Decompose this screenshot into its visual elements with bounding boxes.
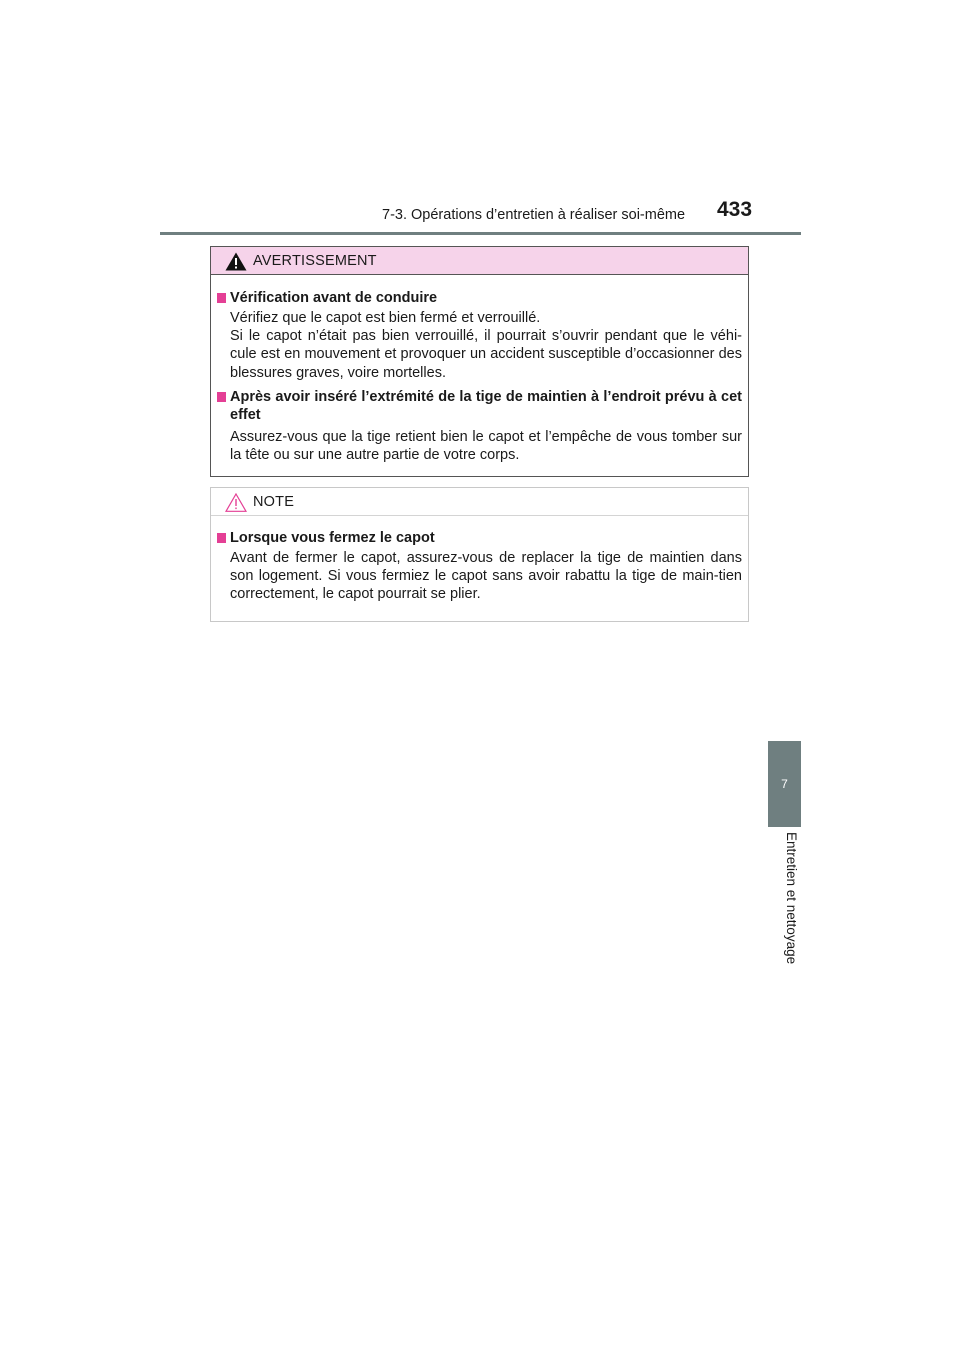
note-title: NOTE	[253, 494, 295, 510]
warning-paragraph: Assurez-vous que la tige retient bien le capot et l’empêche de vous tomber sur la tête ou sur une autre partie de votre corps.	[230, 428, 742, 464]
warning-item-title-text: Après avoir inséré l’extrémité de la tige de maintien à l’endroit prévu à cet effet	[230, 388, 742, 423]
warning-box	[210, 246, 749, 477]
warning-item-title-text: Vérification avant de conduire	[230, 290, 438, 306]
page-number: 433	[717, 198, 753, 221]
warning-item-title	[217, 388, 742, 424]
note-item-title-text: Lorsque vous fermez le capot	[230, 530, 435, 546]
note-header	[211, 488, 748, 516]
warning-item	[217, 388, 742, 464]
section-title: 7-3. Opérations d’entretien à réaliser soi-même	[382, 207, 686, 223]
note-item-title	[217, 529, 742, 547]
square-bullet-icon	[217, 392, 226, 402]
warning-item-title	[217, 289, 742, 307]
note-box	[210, 487, 749, 622]
note-paragraph: Avant de fermer le capot, assurez-vous de replacer la tige de maintien dans son logement. Si vous fermiez le capot sans avoir rabattu la tige de main-tien correctement, le capot pourrait se plier.	[230, 550, 742, 603]
note-body	[211, 516, 748, 604]
square-bullet-icon	[217, 533, 226, 543]
warning-body	[211, 275, 748, 464]
square-bullet-icon	[217, 293, 226, 303]
warning-triangle-icon	[225, 252, 247, 271]
warning-header	[211, 247, 748, 275]
warning-paragraph: Vérifiez que le capot est bien fermé et verrouillé.	[230, 310, 541, 326]
chapter-tab[interactable]	[768, 741, 801, 827]
header-rule	[160, 232, 801, 235]
warning-paragraph: Si le capot n’était pas bien verrouillé, il pourrait s’ouvrir pendant que le véhi-cule est en mouvement et provoquer un accident susceptible d’occasionner des blessures graves, voire mortelles.	[230, 328, 742, 381]
warning-item	[217, 289, 742, 382]
note-triangle-icon	[225, 493, 247, 512]
chapter-number: 7	[781, 777, 788, 791]
chapter-label: Entretien et nettoyage	[784, 832, 799, 965]
warning-title: AVERTISSEMENT	[253, 253, 377, 269]
note-item	[217, 529, 742, 604]
